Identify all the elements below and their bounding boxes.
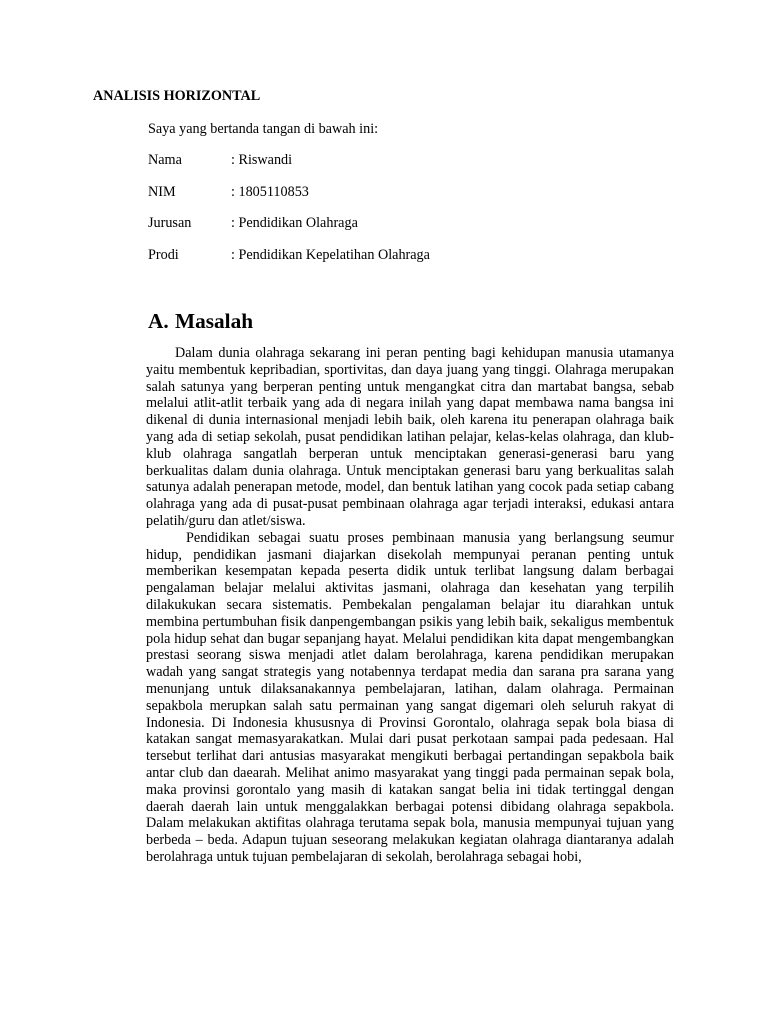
field-label: NIM	[148, 183, 176, 200]
section-heading	[148, 309, 253, 334]
paragraph: Pendidikan sebagai suatu proses pembinaan manusia yang berlangsung seumur hidup, pendidikan jasmani diajarkan disekolah mempunyai peranan penting untuk memberikan kesempatan kepada peserta didik untuk terlibat langsung dalam berbagai pengalaman belajar melalui aktivitas jasmani, olahraga dan kesehatan yang terpilih dilakukukan secara sistematis. Pembekalan pengalaman belajar itu diarahkan untuk membina pertumbuhan fisik danpengembangan psikis yang lebih baik, sekaligus membentuk pola hidup sehat dan bugar sepanjang hayat. Melalui pendidikan kita dapat mengembangkan prestasi seorang siswa menjadi atlet dalam berolahraga, karena pendidikan merupakan wadah yang sangat strategis yang notabennya terdapat media dan sarana pra sarana yang menunjang untuk dilaksanakannya pembelajaran, latihan, dalam olahraga. Permainan sepakbola merupkan salah satu permainan yang sangat digemari oleh seluruh rakyat di Indonesia. Di Indonesia khususnya di Provinsi Gorontalo, olahraga sepak bola biasa di katakan sangat memasyarakatkan. Mulai dari pusat perkotaan sampai pada pedesaan. Hal tersebut terlihat dari antusias masyarakat mengikuti berbagai pertandingan sepakbola baik antar club dan daearah. Melihat animo masyarakat yang tinggi pada permainan sepak bola, maka provinsi gorontalo yang masih di katakan sangat belia ini tidak tertinggal dengan daerah daerah lain untuk menggalakkan berbagai potensi dibidang olahraga sepakbola. Dalam melakukan aktifitas olahraga terutama sepak bola, manusia mempunyai tujuan yang berbeda – beda. Adapun tujuan seseorang melakukan kegiatan olahraga diantaranya adalah berolahraga untuk tujuan pembelajaran di sekolah, berolahraga sebagai hobi,	[146, 529, 674, 865]
field-value: : Pendidikan Kepelatihan Olahraga	[231, 246, 430, 263]
field-value: : Riswandi	[231, 152, 293, 168]
field-label: Jurusan	[148, 215, 192, 231]
document-title: ANALISIS HORIZONTAL	[93, 88, 261, 104]
field-value: : 1805110853	[231, 183, 309, 200]
field-row-nama	[148, 152, 648, 184]
intro-text: Saya yang bertanda tangan di bawah ini:	[148, 121, 379, 137]
field-value: : Pendidikan Olahraga	[231, 215, 358, 231]
paragraph: Dalam dunia olahraga sekarang ini peran penting bagi kehidupan manusia utamanya yaitu membentuk kepribadian, sportivitas, dan daya juang yang tinggi. Olahraga merupakan salah satunya yang berperan penting untuk mengangkat citra dan martabat bangsa, sebab melalui atlit-atlit terbaik yang ada di negara inilah yang dapat membawa nama bangsa ini dikenal di dunia internasional menjadi lebih baik, oleh karena itu penerapan olahraga baik yang ada di setiap sekolah, pusat pendidikan latihan pelajar, kelas-kelas olahraga, dan klub-klub olahraga sangatlah berperan untuk menciptakan generasi-generasi baru yang berkualitas dalam dunia olahraga. Untuk menciptakan generasi baru yang berkualitas salah satunya adalah penerapan metode, model, dan bentuk latihan yang cocok pada setiap cabang olahraga yang ada di pusat-pusat pembinaan olahraga agar terjadi interaksi, edukasi antara pelatih/guru dan atlet/siswa.	[146, 345, 674, 529]
field-row-jurusan	[148, 215, 648, 247]
body-text	[146, 345, 674, 866]
section-letter: A.	[148, 309, 169, 333]
field-row-prodi	[148, 247, 648, 279]
section-title: Masalah	[175, 309, 254, 333]
field-label: Nama	[148, 152, 182, 168]
field-label: Prodi	[148, 246, 179, 263]
identity-fields	[148, 152, 648, 278]
field-row-nim	[148, 184, 648, 216]
